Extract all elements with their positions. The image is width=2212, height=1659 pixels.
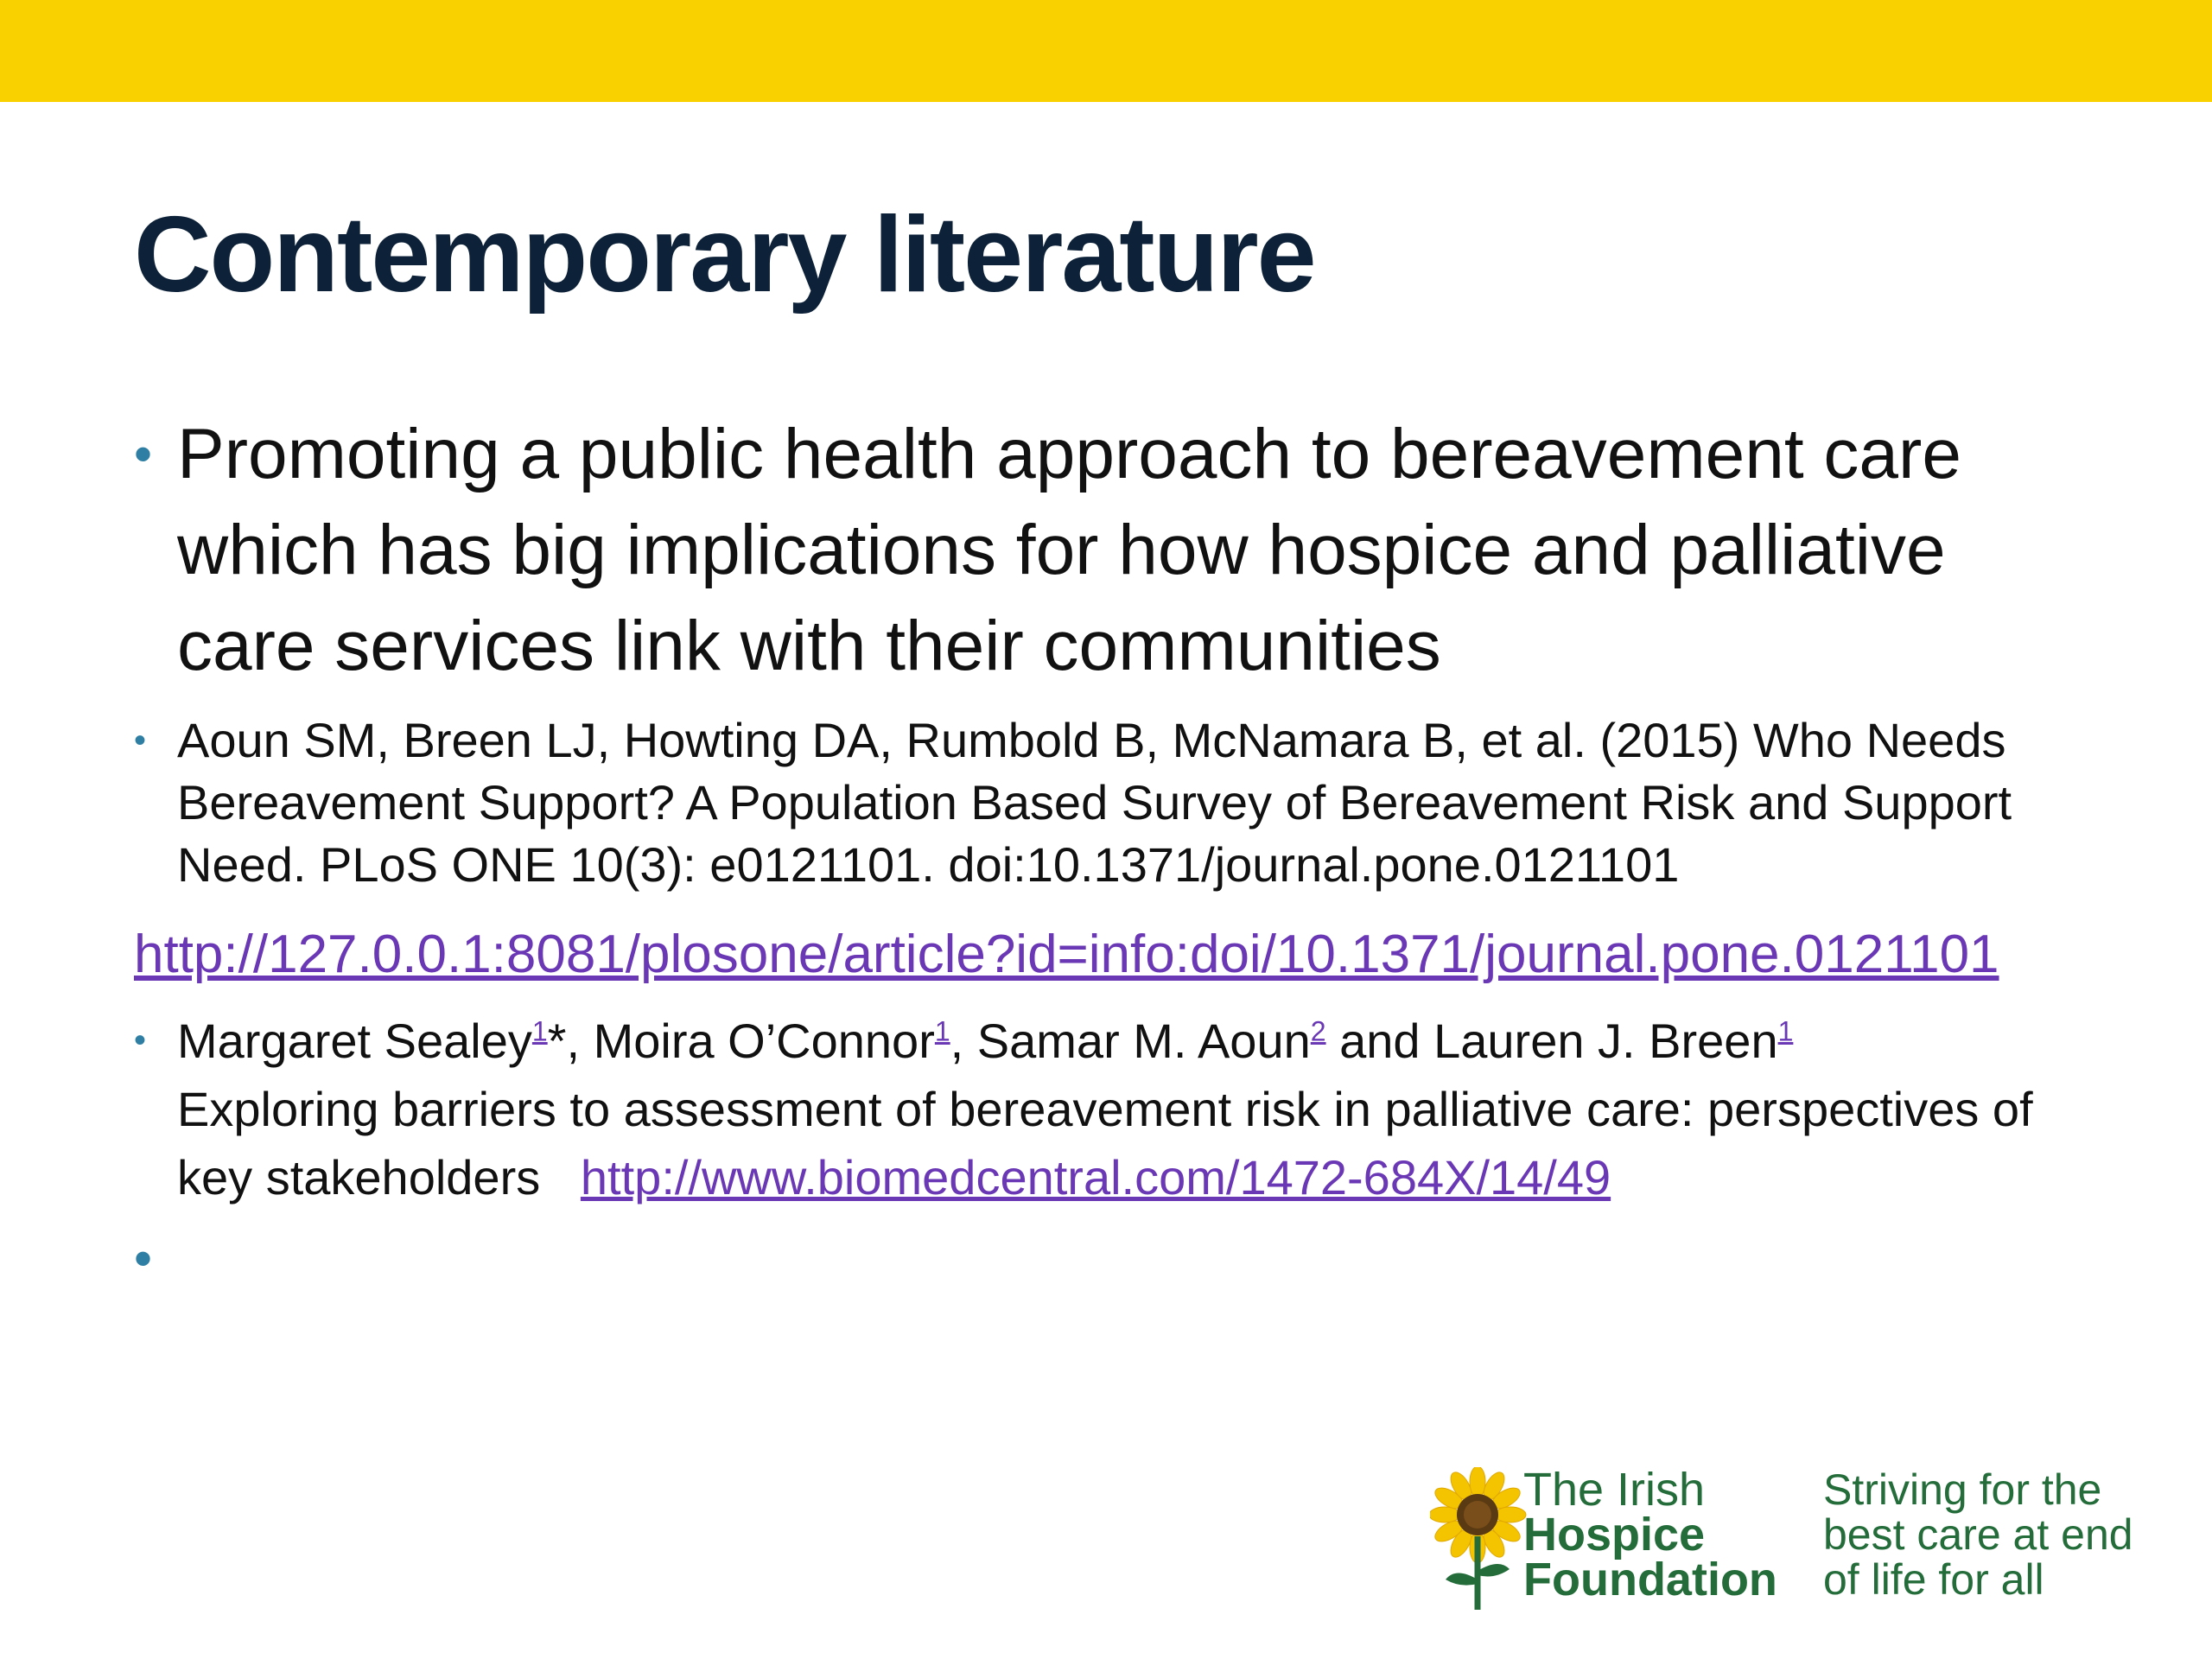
tagline-line-3: of life for all: [1823, 1555, 2044, 1604]
author-aoun: Samar M. Aoun: [976, 1014, 1311, 1068]
sunflower-icon: [1430, 1467, 1534, 1614]
logo-line-hospice: Hospice: [1523, 1509, 1706, 1560]
bullet-dot: •: [134, 721, 147, 760]
plos-link-line: [134, 920, 2095, 989]
logo-line-foundation: Foundation: [1523, 1554, 1777, 1605]
bullet-list: [134, 406, 2095, 1298]
affiliation-link-3[interactable]: 2: [1310, 1015, 1326, 1047]
affiliation-link-4[interactable]: 1: [1777, 1015, 1794, 1047]
author-mark: *,: [547, 1014, 594, 1068]
author-separator-and: and: [1325, 1014, 1434, 1068]
author-oconnor: Moira O’Connor: [593, 1014, 935, 1068]
logo-tagline: [1823, 1467, 2152, 1602]
top-accent-bar: [0, 0, 2212, 102]
bullet-reference-aoun: [134, 709, 2095, 896]
author-sealey: Margaret Sealey: [177, 1014, 532, 1068]
biomedcentral-link[interactable]: http://www.biomedcentral.com/1472-684X/14/49: [580, 1150, 1611, 1205]
bullet-dot: •: [134, 1230, 153, 1287]
logo-wordmark: [1523, 1464, 1777, 1605]
bullet-dot: •: [134, 1021, 147, 1059]
logo-line-the-irish: The Irish: [1523, 1464, 1706, 1516]
reference-aoun-text: Aoun SM, Breen LJ, Howting DA, Rumbold B, McNamara B, et al. (2015) Who Needs Bereavement Support? A Population Based Survey of Bereavement Risk and Support Need. PLoS ONE 10(3): e0121101. doi:10.1371/journal.pone.0121101: [177, 713, 2012, 892]
author-breen: Lauren J. Breen: [1433, 1014, 1778, 1068]
affiliation-link-2[interactable]: 1: [934, 1015, 950, 1047]
affiliation-link-1[interactable]: 1: [531, 1015, 548, 1047]
bullet-empty: [134, 1229, 2095, 1298]
bullet-main: [134, 406, 2095, 694]
bullet-main-text: Promoting a public health approach to bereavement care which has big implications for how hospice and palliative care services link with their communities: [177, 415, 1961, 685]
reference-sealey-authors: [177, 1014, 1793, 1068]
tagline-line-2: best care at end: [1823, 1510, 2133, 1559]
plos-article-link[interactable]: http://127.0.0.1:8081/plosone/article?id=info:doi/10.1371/journal.pone.0121101: [134, 925, 1999, 984]
author-separator: ,: [950, 1014, 977, 1068]
tagline-line-1: Striving for the: [1823, 1465, 2102, 1514]
irish-hospice-foundation-logo: [1430, 1464, 2139, 1614]
bullet-dot: •: [134, 425, 153, 483]
bullet-reference-sealey: [134, 1007, 2095, 1211]
reference-sealey-title: Exploring barriers to assessment of bereavement risk in palliative care: perspectives of key stakeholders: [177, 1082, 2033, 1205]
slide-title: Contemporary literature: [134, 195, 1315, 315]
